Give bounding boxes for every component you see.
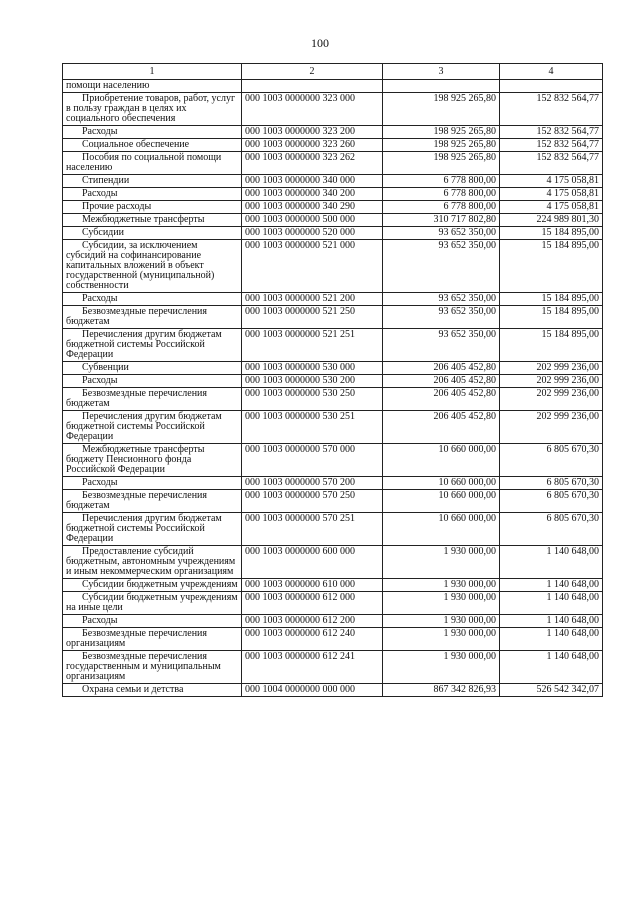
row-code: 000 1003 0000000 570 200 [242,477,383,490]
row-value-planned: 1 930 000,00 [383,546,500,579]
row-value-planned: 206 405 452,80 [383,388,500,411]
table-body [63,80,603,697]
row-code: 000 1003 0000000 323 200 [242,126,383,139]
row-name: Перечисления другим бюджетам бюджетной системы Российской Федерации [66,411,222,442]
table-row [63,152,603,175]
row-value-executed: 15 184 895,00 [500,293,603,306]
row-code: 000 1003 0000000 521 200 [242,293,383,306]
row-code: 000 1003 0000000 570 250 [242,490,383,513]
row-value-planned: 6 778 800,00 [383,201,500,214]
row-value-executed: 202 999 236,00 [500,375,603,388]
row-name: Социальное обеспечение [82,139,190,150]
row-value-planned: 10 660 000,00 [383,444,500,477]
table-row [63,477,603,490]
row-name: Прочие расходы [82,201,152,212]
row-code: 000 1003 0000000 570 251 [242,513,383,546]
row-value-executed: 152 832 564,77 [500,93,603,126]
row-code: 000 1003 0000000 340 290 [242,201,383,214]
row-value-executed: 4 175 058,81 [500,188,603,201]
table-row [63,227,603,240]
row-value-planned: 867 342 826,93 [383,684,500,697]
table-row [63,201,603,214]
row-name: Субсидии бюджетным учреждениям на иные цели [66,592,238,613]
table-row [63,615,603,628]
row-value-executed: 6 805 670,30 [500,477,603,490]
row-name-cell [63,684,242,697]
row-value-planned: 1 930 000,00 [383,628,500,651]
row-value-planned: 206 405 452,80 [383,375,500,388]
row-name-cell [63,477,242,490]
row-value-planned: 93 652 350,00 [383,227,500,240]
row-value-planned: 310 717 802,80 [383,214,500,227]
table-row [63,175,603,188]
table-row [63,546,603,579]
row-value-executed: 152 832 564,77 [500,152,603,175]
row-name-cell [63,628,242,651]
row-name: Перечисления другим бюджетам бюджетной системы Российской Федерации [66,513,222,544]
row-value-executed: 15 184 895,00 [500,240,603,293]
row-code: 000 1003 0000000 610 000 [242,579,383,592]
row-value-planned [383,80,500,93]
column-header-1: 1 [63,64,242,80]
table-row [63,490,603,513]
row-value-planned: 198 925 265,80 [383,126,500,139]
row-name-cell [63,214,242,227]
table-row [63,126,603,139]
row-value-executed: 202 999 236,00 [500,388,603,411]
row-name: Межбюджетные трансферты бюджету Пенсионного фонда Российской Федерации [66,444,205,475]
row-name: Стипендии [82,175,130,186]
table-row [63,375,603,388]
row-value-planned: 6 778 800,00 [383,188,500,201]
row-code: 000 1003 0000000 340 000 [242,175,383,188]
row-name: Безвозмездные перечисления бюджетам [66,490,207,511]
row-code: 000 1003 0000000 600 000 [242,546,383,579]
row-name-cell [63,592,242,615]
row-name: помощи населению [66,80,150,91]
row-name-cell [63,546,242,579]
row-name: Расходы [82,477,118,488]
row-value-planned: 93 652 350,00 [383,293,500,306]
table-row [63,214,603,227]
row-name-cell [63,240,242,293]
column-header-2: 2 [242,64,383,80]
row-value-executed: 4 175 058,81 [500,175,603,188]
row-value-executed: 1 140 648,00 [500,592,603,615]
row-code: 000 1003 0000000 570 000 [242,444,383,477]
row-name-cell [63,444,242,477]
row-value-planned: 93 652 350,00 [383,240,500,293]
row-code: 000 1003 0000000 612 200 [242,615,383,628]
row-name-cell [63,411,242,444]
column-header-3: 3 [383,64,500,80]
row-code: 000 1003 0000000 521 251 [242,329,383,362]
row-name-cell [63,615,242,628]
row-name: Расходы [82,615,118,626]
row-value-executed: 526 542 342,07 [500,684,603,697]
table-row [63,628,603,651]
row-value-planned: 10 660 000,00 [383,477,500,490]
row-value-executed: 4 175 058,81 [500,201,603,214]
row-code: 000 1003 0000000 521 000 [242,240,383,293]
table-row [63,651,603,684]
row-value-executed: 15 184 895,00 [500,329,603,362]
row-value-executed: 1 140 648,00 [500,546,603,579]
row-code: 000 1003 0000000 323 000 [242,93,383,126]
row-value-executed: 202 999 236,00 [500,411,603,444]
row-value-planned: 198 925 265,80 [383,152,500,175]
row-name: Расходы [82,126,118,137]
row-name: Субсидии [82,227,124,238]
row-code: 000 1003 0000000 612 240 [242,628,383,651]
row-value-executed: 1 140 648,00 [500,615,603,628]
row-name: Приобретение товаров, работ, услуг в пользу граждан в целях их социального обеспечения [66,93,236,124]
row-value-executed: 224 989 801,30 [500,214,603,227]
row-value-planned: 198 925 265,80 [383,139,500,152]
row-value-executed [500,80,603,93]
row-code: 000 1003 0000000 530 000 [242,362,383,375]
table-row [63,444,603,477]
table-row [63,329,603,362]
row-name-cell [63,651,242,684]
row-name-cell [63,306,242,329]
row-code: 000 1003 0000000 612 000 [242,592,383,615]
row-value-planned: 206 405 452,80 [383,362,500,375]
row-name-cell [63,175,242,188]
row-value-planned: 6 778 800,00 [383,175,500,188]
column-header-4: 4 [500,64,603,80]
row-name: Пособия по социальной помощи населению [66,152,222,173]
row-name: Охрана семьи и детства [82,684,184,695]
row-value-executed: 1 140 648,00 [500,628,603,651]
row-code: 000 1003 0000000 323 260 [242,139,383,152]
row-name-cell [63,201,242,214]
row-value-planned: 1 930 000,00 [383,615,500,628]
row-value-executed: 1 140 648,00 [500,579,603,592]
row-code: 000 1003 0000000 530 251 [242,411,383,444]
table-row [63,513,603,546]
row-code: 000 1003 0000000 612 241 [242,651,383,684]
row-value-planned: 1 930 000,00 [383,579,500,592]
table-row [63,188,603,201]
row-name: Безвозмездные перечисления бюджетам [66,306,207,327]
budget-table [62,63,603,697]
row-name: Расходы [82,375,118,386]
page-number: 100 [311,36,329,50]
row-code: 000 1003 0000000 521 250 [242,306,383,329]
table-row [63,579,603,592]
table-row [63,293,603,306]
table-row [63,139,603,152]
row-code: 000 1003 0000000 323 262 [242,152,383,175]
row-value-planned: 206 405 452,80 [383,411,500,444]
row-value-planned: 93 652 350,00 [383,306,500,329]
row-name: Расходы [82,188,118,199]
row-name: Безвозмездные перечисления государственным и муниципальным организациям [66,651,221,682]
row-name-cell [63,362,242,375]
row-name-cell [63,329,242,362]
row-value-executed: 1 140 648,00 [500,651,603,684]
row-value-executed: 6 805 670,30 [500,490,603,513]
row-name: Перечисления другим бюджетам бюджетной системы Российской Федерации [66,329,222,360]
table-row [63,93,603,126]
row-name-cell [63,139,242,152]
row-value-executed: 15 184 895,00 [500,306,603,329]
row-value-planned: 198 925 265,80 [383,93,500,126]
row-name-cell [63,375,242,388]
row-value-executed: 152 832 564,77 [500,139,603,152]
row-value-planned: 1 930 000,00 [383,651,500,684]
row-name-cell [63,579,242,592]
table-row [63,411,603,444]
row-value-planned: 10 660 000,00 [383,513,500,546]
row-name: Расходы [82,293,118,304]
table-row [63,362,603,375]
row-code: 000 1003 0000000 520 000 [242,227,383,240]
row-name-cell [63,80,242,93]
row-code: 000 1003 0000000 340 200 [242,188,383,201]
row-value-planned: 10 660 000,00 [383,490,500,513]
row-name: Безвозмездные перечисления бюджетам [66,388,207,409]
row-code: 000 1004 0000000 000 000 [242,684,383,697]
row-name: Безвозмездные перечисления организациям [66,628,207,649]
row-name: Межбюджетные трансферты [82,214,205,225]
row-name: Субвенции [82,362,129,373]
row-name-cell [63,513,242,546]
row-value-executed: 202 999 236,00 [500,362,603,375]
row-name-cell [63,388,242,411]
table-header-row [63,64,603,80]
row-value-executed: 152 832 564,77 [500,126,603,139]
row-value-executed: 6 805 670,30 [500,444,603,477]
table-row [63,592,603,615]
row-name: Предоставление субсидий бюджетным, автономным учреждениям и иным некоммерческим организациям [66,546,236,577]
row-value-executed: 6 805 670,30 [500,513,603,546]
row-name: Субсидии, за исключением субсидий на софинансирование капитальных вложений в объект государственной (муниципальной) собственности [66,240,215,291]
table-row [63,388,603,411]
row-name: Субсидии бюджетным учреждениям [82,579,238,590]
row-code [242,80,383,93]
table-row [63,80,603,93]
row-name-cell [63,188,242,201]
row-code: 000 1003 0000000 530 250 [242,388,383,411]
row-name-cell [63,93,242,126]
table-row [63,240,603,293]
row-value-planned: 93 652 350,00 [383,329,500,362]
table-row [63,306,603,329]
row-name-cell [63,152,242,175]
row-value-executed: 15 184 895,00 [500,227,603,240]
table-row [63,684,603,697]
row-code: 000 1003 0000000 530 200 [242,375,383,388]
row-value-planned: 1 930 000,00 [383,592,500,615]
row-code: 000 1003 0000000 500 000 [242,214,383,227]
row-name-cell [63,126,242,139]
row-name-cell [63,490,242,513]
row-name-cell [63,293,242,306]
row-name-cell [63,227,242,240]
